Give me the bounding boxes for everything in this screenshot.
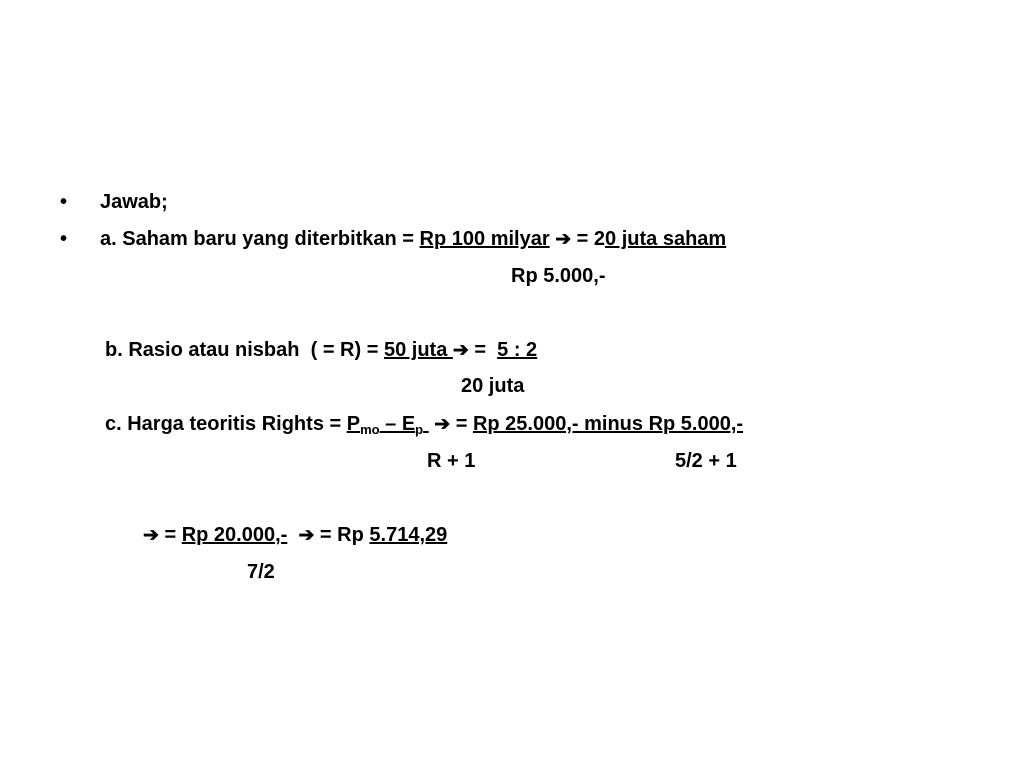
formula-p-sub: mo (360, 422, 380, 437)
new-shares-numerator: Rp 100 milyar (419, 228, 550, 250)
rights-formula-numerator (347, 413, 429, 435)
arrow-icon: ➔ (143, 525, 159, 546)
rights-price-line (105, 412, 743, 437)
final-gap (287, 524, 298, 546)
new-shares-denominator: Rp 5.000,- (511, 265, 606, 287)
new-shares-equals: = 2 (571, 228, 606, 250)
arrow-icon: ➔ (298, 525, 315, 546)
final-denominator: 7/2 (247, 561, 275, 583)
new-shares-result: 0 juta saham (605, 228, 727, 250)
rights-prefix: c. Harga teoritis Rights = (105, 413, 347, 435)
ratio-line (105, 338, 537, 363)
answer-heading: Jawab; (100, 191, 168, 213)
rights-result: Rp 25.000,- minus Rp 5.000,- (472, 413, 744, 435)
ratio-denominator: 20 juta (461, 375, 525, 397)
final-equals: = (158, 524, 182, 546)
final-numerator: Rp 20.000,- (181, 524, 288, 546)
arrow-icon: ➔ (434, 414, 451, 435)
final-line (143, 523, 447, 548)
rights-equals: = (450, 413, 473, 435)
ratio-result: 5 : 2 (497, 339, 538, 361)
formula-minus-e: – E (379, 413, 416, 435)
rights-denominator-formula: R + 1 (427, 450, 476, 472)
ratio-equals: = (468, 339, 498, 361)
formula-tail (423, 413, 429, 435)
new-shares-prefix: a. Saham baru yang diterbitkan = (100, 228, 420, 250)
formula-e-sub: p (415, 422, 424, 437)
bullet-1: • (60, 191, 68, 213)
arrow-icon: ➔ (555, 229, 572, 250)
arrow-icon: ➔ (452, 340, 469, 361)
rights-denominator-values: 5/2 + 1 (675, 450, 737, 472)
ratio-numerator: 50 juta (383, 339, 453, 361)
final-result: 5.714,29 (369, 524, 448, 546)
new-shares-line (100, 227, 726, 252)
final-equals-rp: = Rp (314, 524, 370, 546)
formula-p: P (346, 413, 361, 435)
bullet-2: • (60, 228, 68, 250)
ratio-prefix: b. Rasio atau nisbah ( = R) = (105, 339, 384, 361)
